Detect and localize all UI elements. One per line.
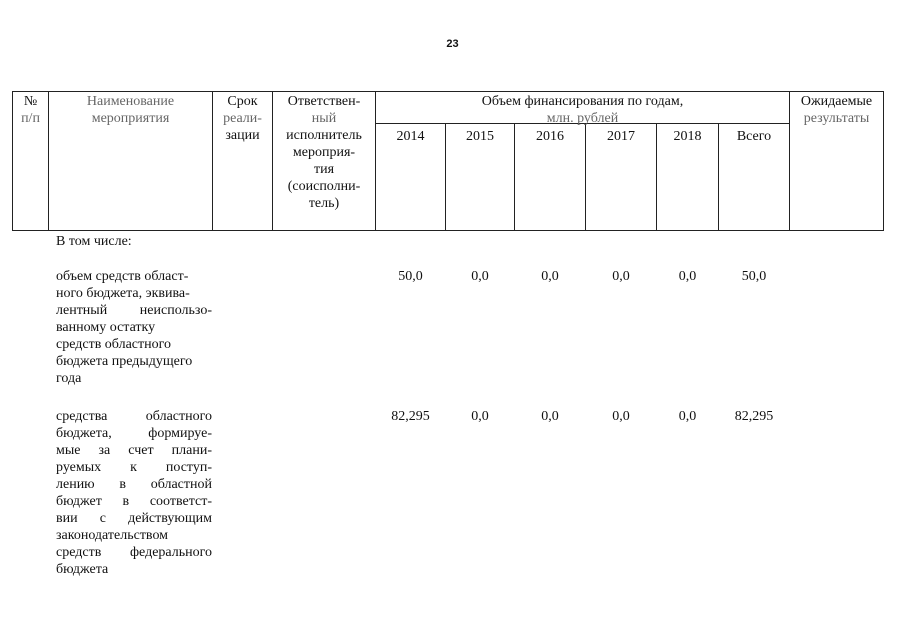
header-resp-line: ный — [311, 111, 337, 126]
header-funding-line: Объем финансирования по годам, — [481, 94, 684, 109]
row-2-name — [56, 408, 212, 578]
header-results-line: результаты — [803, 111, 870, 126]
header-term-line: Срок — [227, 94, 258, 109]
row-2-2015: 0,0 — [471, 409, 489, 424]
row-name-line: законодательством — [56, 528, 169, 543]
header-no — [13, 93, 48, 127]
row-1-2017: 0,0 — [612, 269, 630, 284]
header-term-line: реали- — [223, 111, 262, 126]
header-funding-line: млн. рублей — [546, 111, 619, 126]
header-responsible — [273, 93, 375, 212]
header-no-line: № — [23, 94, 38, 109]
row-1-total: 50,0 — [741, 269, 767, 284]
row-name-line: объем средств област- — [56, 269, 189, 284]
row-1-2014: 50,0 — [398, 269, 423, 284]
header-name — [49, 93, 212, 127]
row-name-line: бюджета предыдущего — [56, 354, 193, 369]
row-name-line: средства областного — [56, 409, 212, 424]
header-no-line: п/п — [21, 111, 40, 126]
row-1-2015: 0,0 — [471, 269, 489, 284]
row-name-line: вии с действующим — [56, 511, 212, 526]
section-label: В том числе: — [56, 234, 132, 249]
header-resp-line: Ответствен- — [287, 94, 361, 109]
row-2-2017: 0,0 — [612, 409, 630, 424]
header-year-2014: 2014 — [396, 129, 425, 144]
row-name-line: бюджет в соответст- — [56, 494, 212, 509]
header-year-2016: 2016 — [536, 129, 564, 144]
row-1-2018: 0,0 — [678, 269, 697, 284]
row-name-line: средств федерального — [56, 545, 212, 560]
header-name-line: мероприятия — [91, 111, 170, 126]
row-name-line: ванному остатку — [56, 320, 156, 335]
header-name-line: Наименование — [86, 94, 175, 109]
row-name-line: мые за счет плани- — [56, 443, 212, 458]
header-term — [213, 93, 272, 144]
row-name-line: лентный неиспользо- — [56, 303, 212, 318]
row-name-line: бюджета, формируе- — [56, 426, 212, 441]
page-number: 23 — [446, 38, 459, 50]
header-resp-line: (соисполни- — [287, 179, 361, 194]
header-results-line: Ожидаемые — [800, 94, 873, 109]
row-2-2018: 0,0 — [678, 409, 697, 424]
header-resp-line: мероприя- — [292, 145, 356, 160]
row-name-line: лению в областной — [56, 477, 212, 492]
header-year-2017: 2017 — [607, 129, 635, 144]
header-year-2015: 2015 — [466, 129, 494, 144]
row-2-2016: 0,0 — [541, 409, 559, 424]
header-results — [790, 93, 883, 127]
row-name-line: средств областного — [56, 337, 172, 352]
header-year-2018: 2018 — [673, 129, 702, 144]
row-name-line: бюджета — [56, 562, 109, 577]
row-name-line: ного бюджета, эквива- — [56, 286, 190, 301]
header-total: Всего — [736, 129, 772, 144]
row-name-line: года — [56, 371, 82, 386]
row-1-2016: 0,0 — [541, 269, 559, 284]
row-1-name — [56, 268, 212, 387]
header-resp-line: тель) — [308, 196, 340, 211]
row-2-2014: 82,295 — [391, 409, 430, 424]
header-resp-line: тия — [313, 162, 335, 177]
header-term-line: зации — [225, 128, 260, 143]
row-name-line: руемых к поступ- — [56, 460, 212, 475]
header-funding-title — [376, 93, 789, 127]
header-resp-line: исполнитель — [286, 128, 362, 143]
row-2-total: 82,295 — [734, 409, 774, 424]
